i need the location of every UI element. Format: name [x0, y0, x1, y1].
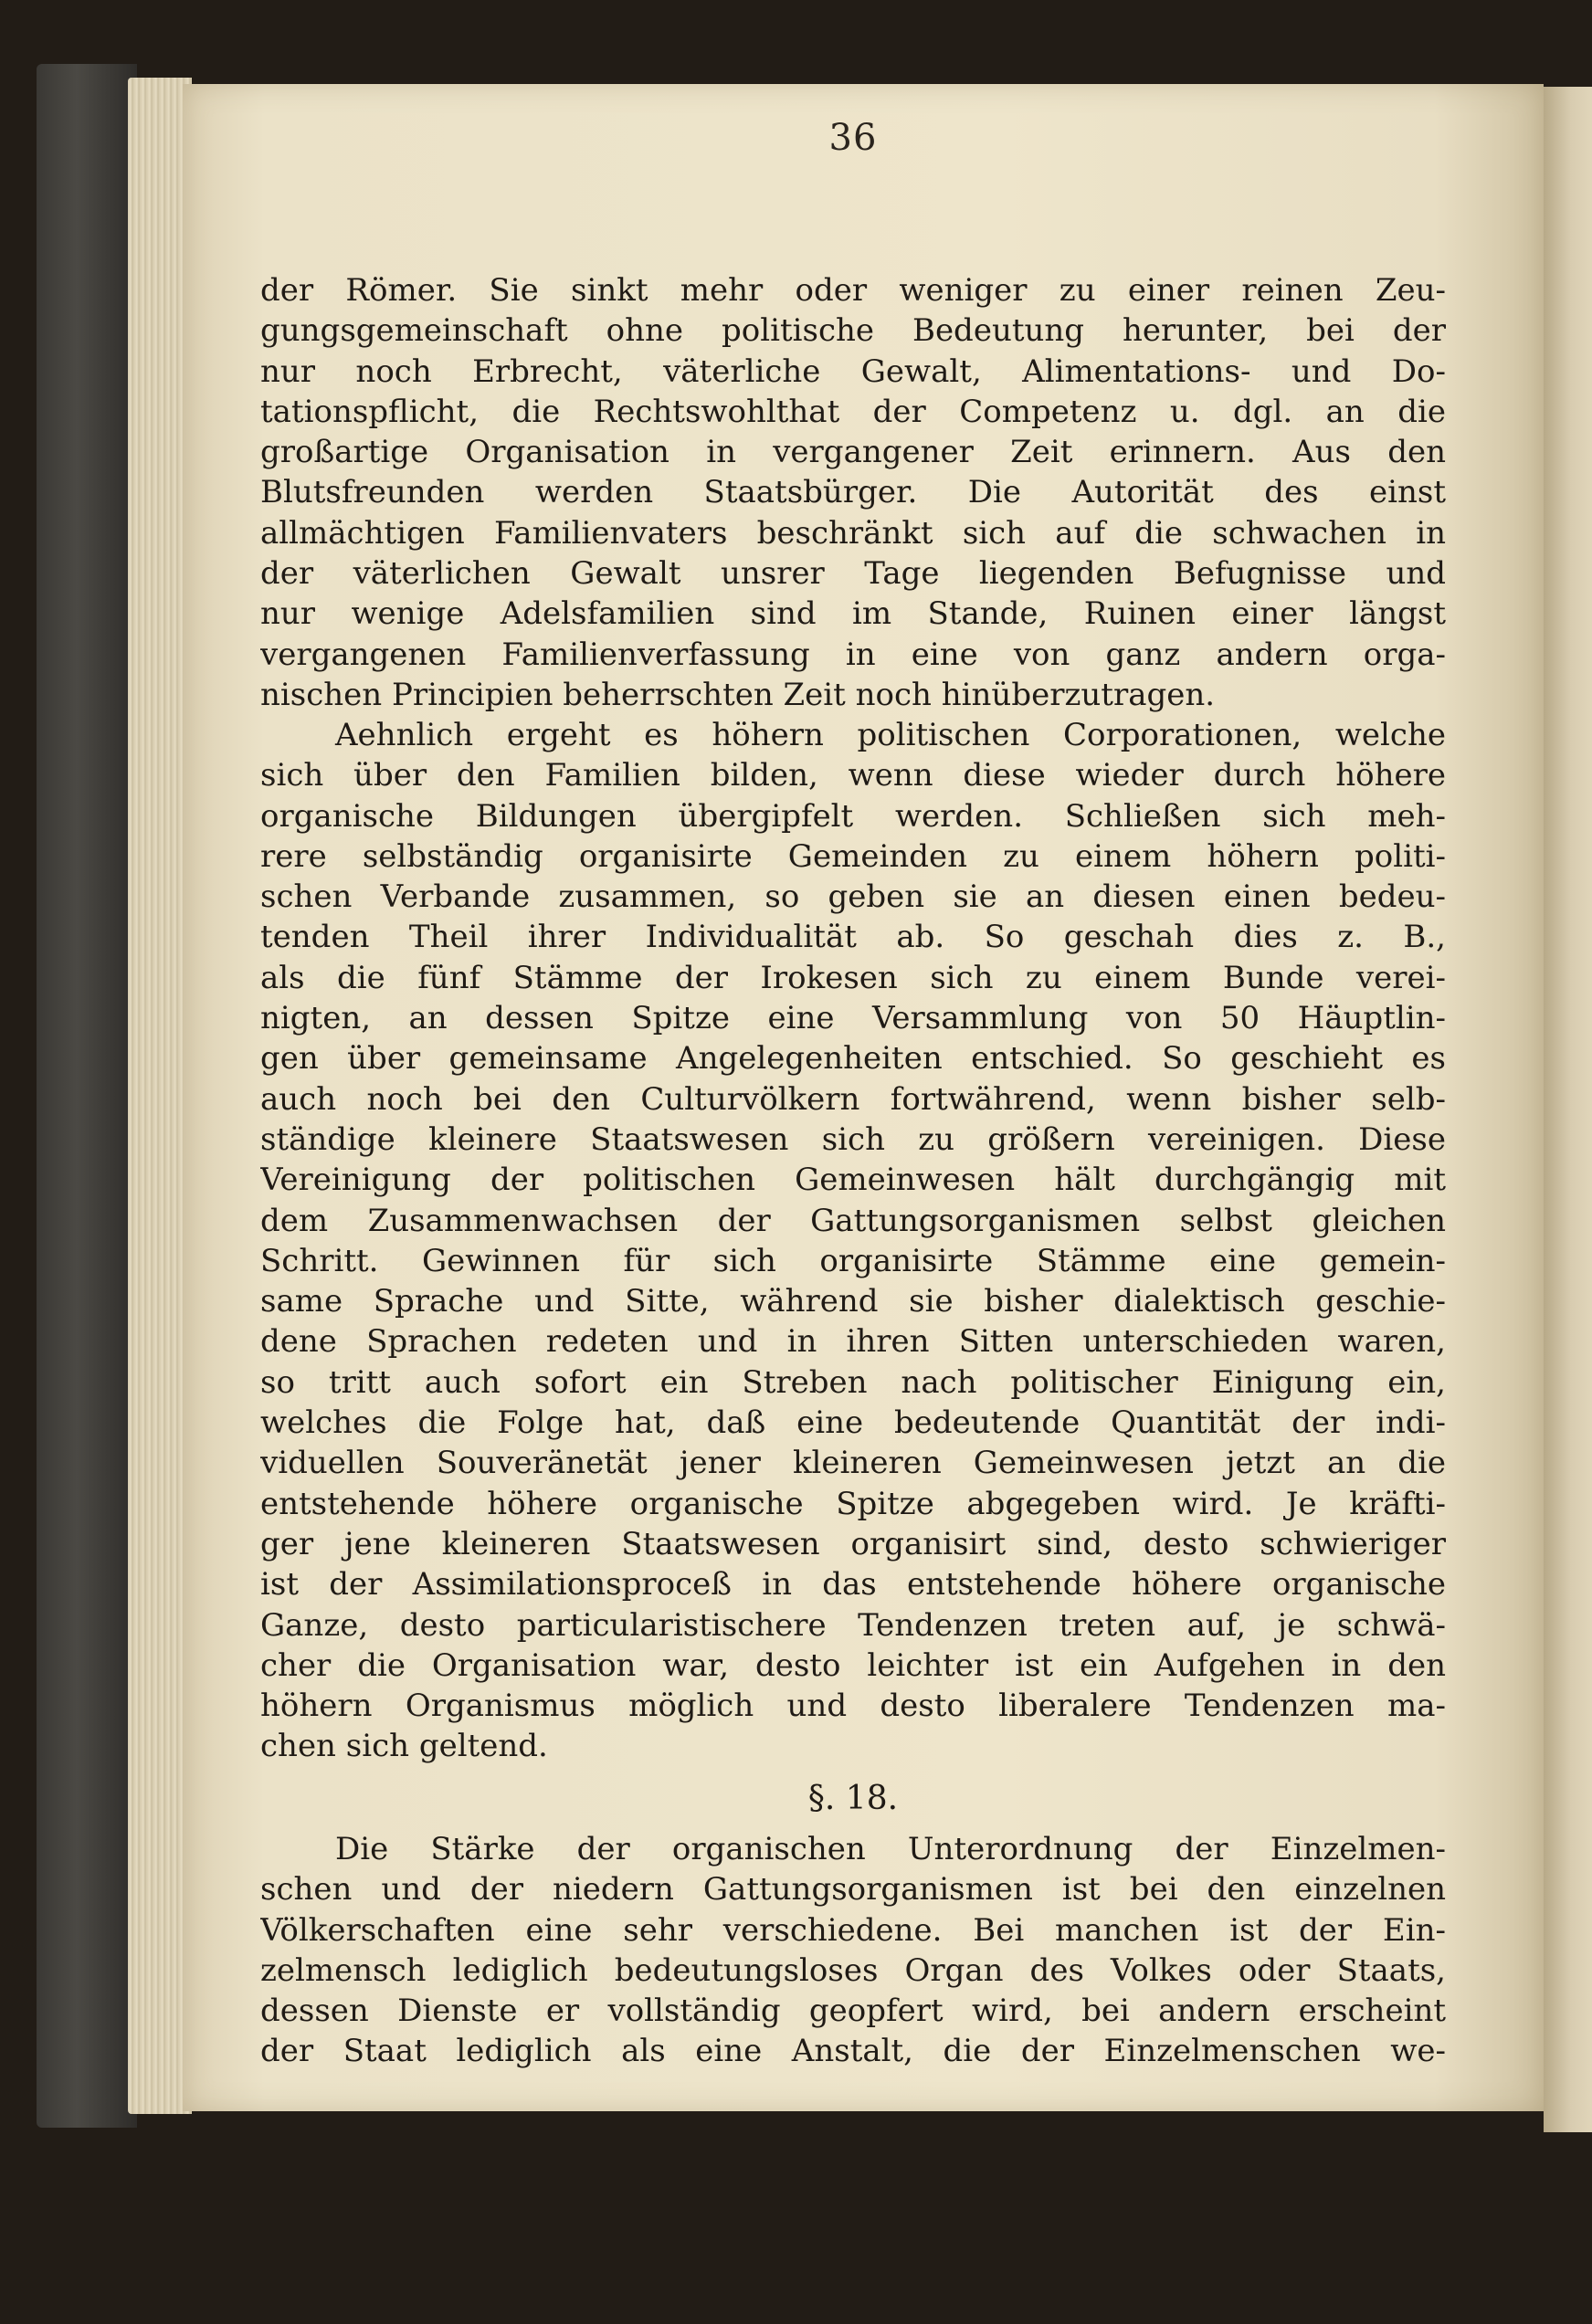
text-line: sich über den Familien bilden, wenn diese wieder durch höhere [260, 757, 1446, 794]
text-line: Völkerschaften eine sehr verschiedene. Bei manchen ist der Ein- [260, 1911, 1446, 1949]
section-heading: §. 18. [807, 1780, 899, 1817]
text-line: Schritt. Gewinnen für sich organisirte Stämme eine gemein- [260, 1242, 1446, 1279]
text-line: nischen Principien beherrschten Zeit noch hinüberzutragen. [260, 676, 1216, 713]
text-line: der väterlichen Gewalt unsrer Tage liegenden Befugnisse und [260, 555, 1446, 593]
text-line: nur wenige Adelsfamilien sind im Stande, Ruinen einer längst [260, 595, 1446, 633]
text-line: schen und der niedern Gattungsorganismen ist bei den einzelnen [260, 1871, 1446, 1909]
text-line: der Staat lediglich als eine Anstalt, die der Einzelmenschen we- [260, 2033, 1446, 2070]
text-line: dessen Dienste er vollständig geopfert wird, bei andern erscheint [260, 1993, 1446, 2030]
text-line: gungsgemeinschaft ohne politische Bedeutung herunter, bei der [260, 312, 1446, 350]
text-line: Aehnlich ergeht es höhern politischen Corporationen, welche [335, 717, 1446, 753]
book-cover [37, 64, 137, 2128]
text-line: dem Zusammenwachsen der Gattungsorganismen selbst gleichen [260, 1202, 1446, 1239]
text-line: Vereinigung der politischen Gemeinwesen hält durchgängig mit [260, 1162, 1446, 1199]
text-line: welches die Folge hat, daß eine bedeutende Quantität der indi- [260, 1404, 1446, 1442]
text-line: nigten, an dessen Spitze eine Versammlung von 50 Häuptlin- [260, 1000, 1446, 1037]
text-line: ger jene kleineren Staatswesen organisirt sind, desto schwieriger [260, 1525, 1446, 1562]
text-line: zelmensch lediglich bedeutungsloses Organ des Volkes oder Staats, [260, 1951, 1446, 1989]
text-line: als die fünf Stämme der Irokesen sich zu einem Bunde verei- [260, 959, 1446, 996]
text-line: same Sprache und Sitte, während sie bisher dialektisch geschie- [260, 1283, 1446, 1320]
text-line: Blutsfreunden werden Staatsbürger. Die Autorität des einst [260, 474, 1446, 511]
text-line: nur noch Erbrecht, väterliche Gewalt, Alimentations- und Do- [260, 352, 1446, 390]
text-line: ständige kleinere Staatswesen sich zu größern vereinigen. Diese [260, 1120, 1446, 1158]
text-line: gen über gemeinsame Angelegenheiten entschied. So geschieht es [260, 1040, 1446, 1078]
text-line: schen Verbande zusammen, so geben sie an diesen einen bedeu- [260, 878, 1446, 916]
text-line: organische Bildungen übergipfelt werden. Schließen sich meh- [260, 797, 1446, 835]
text-line: cher die Organisation war, desto leichter ist ein Aufgehen in den [260, 1646, 1446, 1684]
paragraph-1 [260, 270, 1446, 715]
paragraph-2 [260, 715, 1446, 1767]
text-line: ist der Assimilationsproceß in das entstehende höhere organische [260, 1566, 1446, 1604]
text-line: Ganze, desto particularistischere Tendenzen treten auf, je schwä- [260, 1606, 1446, 1644]
text-line: Die Stärke der organischen Unterordnung der Einzelmen- [335, 1831, 1446, 1867]
text-line: tenden Theil ihrer Individualität ab. So geschah dies z. B., [260, 919, 1446, 956]
text-line: allmächtigen Familienvaters beschränkt sich auf die schwachen in [260, 514, 1446, 552]
page-number: 36 [828, 117, 878, 159]
text-line: der Römer. Sie sinkt mehr oder weniger zu einer reinen Zeu- [260, 272, 1446, 309]
text-line: viduellen Souveränetät jener kleineren Gemeinwesen jetzt an die [260, 1445, 1446, 1482]
text-line: dene Sprachen redeten und in ihren Sitten unterschieden waren, [260, 1323, 1446, 1361]
text-line: großartige Organisation in vergangener Zeit erinnern. Aus den [260, 434, 1446, 471]
text-line: chen sich geltend. [260, 1728, 548, 1765]
text-line: so tritt auch sofort ein Streben nach politischer Einigung ein, [260, 1363, 1446, 1401]
text-line: rere selbständig organisirte Gemeinden zu einem höhern politi- [260, 837, 1446, 875]
text-line: entstehende höhere organische Spitze abgegeben wird. Je kräfti- [260, 1485, 1446, 1522]
text-line: tationspflicht, die Rechtswohlthat der Competenz u. dgl. an die [260, 393, 1446, 430]
text-line: höhern Organismus möglich und desto liberalere Tendenzen ma- [260, 1688, 1446, 1725]
text-line: vergangenen Familienverfassung in eine von ganz andern orga- [260, 636, 1446, 673]
text-line: auch noch bei den Culturvölkern fortwährend, wenn bisher selb- [260, 1080, 1446, 1118]
facing-page-edge [1544, 87, 1592, 2132]
paragraph-3 [260, 1829, 1446, 2072]
